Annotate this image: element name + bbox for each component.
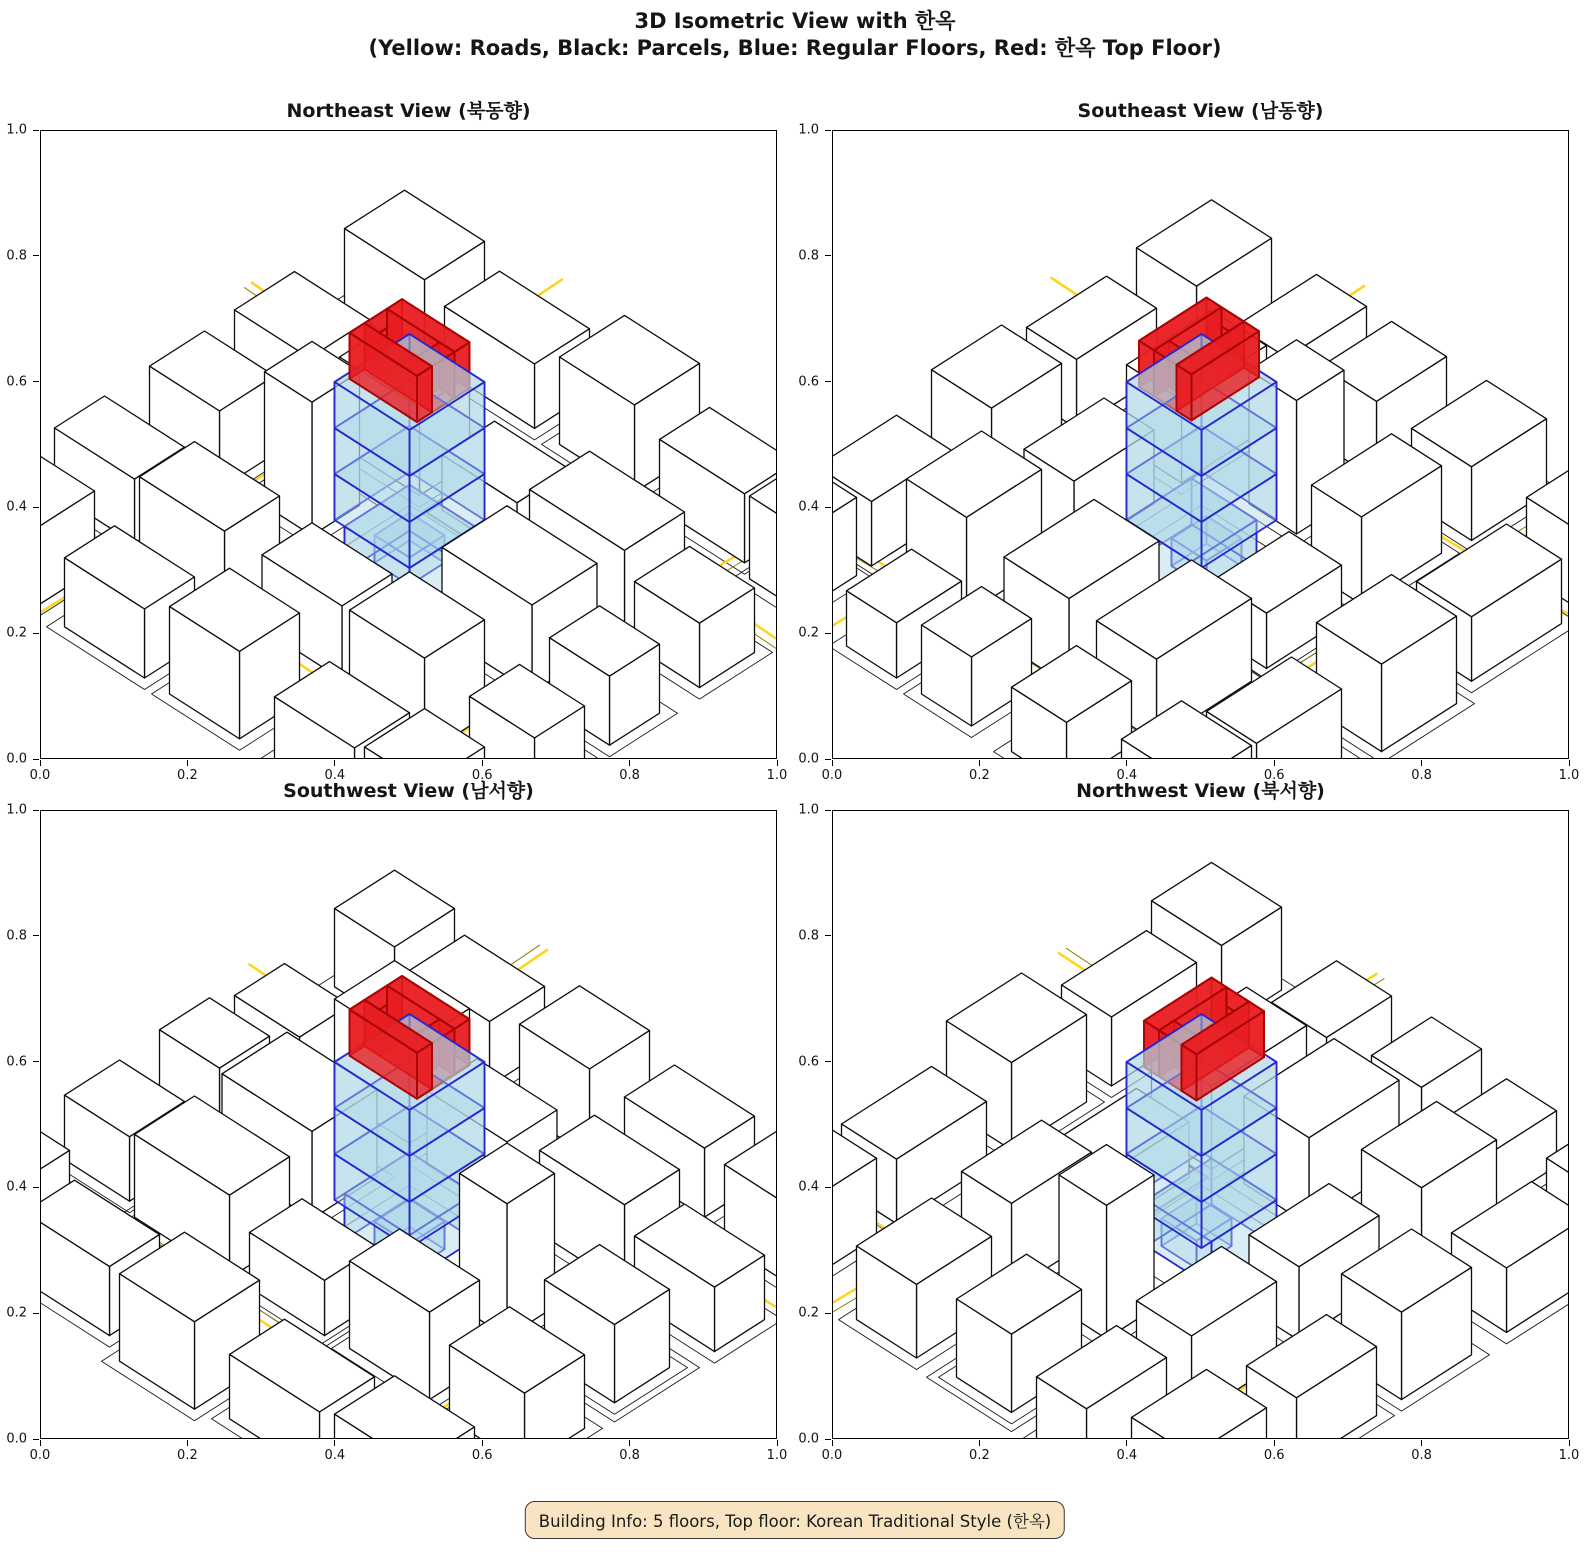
x-tick-label: 0.2	[177, 768, 198, 783]
x-tick-mark	[1569, 760, 1570, 766]
y-tick-label: 0.8	[6, 928, 27, 944]
y-tick-label: 0.2	[6, 1305, 27, 1321]
x-tick-mark	[629, 760, 630, 766]
x-tick-label: 0.2	[969, 1448, 990, 1463]
y-tick-label: 0.0	[6, 1431, 27, 1447]
subplot-northwest	[798, 780, 1580, 1463]
y-tick-mark	[825, 1439, 831, 1440]
x-tick-mark	[1421, 760, 1422, 766]
y-axis-northeast	[0, 122, 40, 767]
x-tick-label: 0.0	[29, 768, 51, 783]
plot-area-southwest	[40, 810, 777, 1439]
x-tick-mark	[482, 1440, 483, 1446]
y-tick-mark	[825, 935, 831, 936]
x-tick-mark	[979, 1440, 980, 1446]
figure-title-line1: 3D Isometric View with 한옥	[634, 9, 956, 33]
x-tick-label: 0.4	[1116, 768, 1138, 783]
y-tick-mark	[825, 1061, 831, 1062]
x-tick-mark	[1569, 1440, 1570, 1446]
y-tick-mark	[33, 1439, 39, 1440]
y-tick-mark	[33, 255, 39, 256]
scene-southwest	[41, 811, 777, 1439]
subplot-title-southeast: Southeast View (남동향)	[1077, 100, 1324, 122]
x-tick-label: 0.8	[1411, 1448, 1432, 1463]
y-tick-mark	[33, 1187, 39, 1188]
x-tick-label: 0.4	[324, 768, 346, 783]
y-tick-label: 0.6	[798, 374, 819, 390]
x-tick-mark	[40, 1440, 41, 1446]
x-tick-mark	[1274, 760, 1275, 766]
plot-area-northeast	[40, 130, 777, 759]
plot-area-southeast	[832, 130, 1569, 759]
y-tick-label: 0.0	[6, 751, 27, 767]
y-tick-label: 1.0	[798, 802, 819, 818]
y-tick-label: 0.4	[6, 1179, 27, 1195]
x-tick-mark	[482, 760, 483, 766]
x-tick-label: 0.8	[619, 1448, 640, 1463]
y-tick-mark	[825, 1313, 831, 1314]
y-tick-mark	[33, 1313, 39, 1314]
y-axis-southeast	[790, 122, 832, 767]
figure-title	[0, 8, 1590, 63]
y-tick-mark	[33, 507, 39, 508]
x-tick-mark	[40, 760, 41, 766]
x-tick-label: 0.8	[1411, 768, 1432, 783]
y-tick-mark	[825, 381, 831, 382]
y-tick-label: 0.2	[798, 1305, 819, 1321]
x-tick-mark	[1421, 1440, 1422, 1446]
x-tick-mark	[1274, 1440, 1275, 1446]
y-tick-mark	[825, 255, 831, 256]
y-tick-label: 0.4	[798, 499, 819, 515]
x-tick-mark	[777, 1440, 778, 1446]
x-tick-label: 0.2	[969, 768, 990, 783]
y-tick-label: 1.0	[6, 802, 27, 818]
y-tick-mark	[825, 633, 831, 634]
y-tick-label: 0.6	[798, 1054, 819, 1070]
scene-northwest	[833, 811, 1569, 1439]
x-tick-mark	[187, 760, 188, 766]
subplot-southwest	[6, 780, 788, 1463]
building-info-badge: Building Info: 5 floors, Top floor: Korean Traditional Style (한옥)	[525, 1501, 1065, 1539]
y-tick-mark	[825, 130, 831, 131]
y-tick-label: 0.6	[6, 374, 27, 390]
subplot-title-southwest: Southwest View (남서향)	[283, 780, 534, 802]
y-tick-label: 0.4	[6, 499, 27, 515]
y-tick-label: 0.6	[6, 1054, 27, 1070]
y-tick-label: 0.4	[798, 1179, 819, 1195]
plot-area-northwest	[832, 810, 1569, 1439]
x-tick-mark	[979, 760, 980, 766]
x-tick-label: 0.0	[821, 1448, 843, 1463]
y-axis-northwest	[790, 802, 832, 1447]
y-tick-mark	[825, 1187, 831, 1188]
y-tick-mark	[33, 633, 39, 634]
y-tick-mark	[33, 810, 39, 811]
x-tick-label: 0.4	[324, 1448, 346, 1463]
y-tick-mark	[33, 130, 39, 131]
x-tick-label: 0.6	[1263, 768, 1285, 783]
scene-northeast	[41, 131, 777, 759]
y-tick-mark	[825, 759, 831, 760]
y-tick-label: 0.0	[798, 1431, 819, 1447]
x-tick-mark	[1126, 760, 1127, 766]
y-tick-label: 0.8	[798, 928, 819, 944]
x-tick-mark	[1126, 1440, 1127, 1446]
x-tick-label: 0.4	[1116, 1448, 1138, 1463]
x-tick-label: 1.0	[766, 768, 788, 783]
y-tick-mark	[33, 759, 39, 760]
x-tick-label: 1.0	[766, 1448, 788, 1463]
y-tick-label: 1.0	[6, 122, 27, 138]
x-tick-mark	[832, 1440, 833, 1446]
x-tick-mark	[334, 760, 335, 766]
subplot-southeast	[798, 100, 1580, 783]
y-tick-label: 0.8	[798, 248, 819, 264]
subplot-northeast	[6, 100, 788, 783]
x-tick-label: 0.6	[471, 1448, 493, 1463]
figure-title-line2: (Yellow: Roads, Black: Parcels, Blue: Regular Floors, Red: 한옥 Top Floor)	[368, 36, 1222, 61]
y-tick-mark	[825, 810, 831, 811]
scene-southeast	[833, 131, 1569, 759]
x-tick-mark	[777, 760, 778, 766]
x-tick-mark	[334, 1440, 335, 1446]
y-tick-label: 0.2	[798, 625, 819, 641]
subplot-title-northwest: Northwest View (북서향)	[1076, 780, 1325, 802]
x-tick-mark	[187, 1440, 188, 1446]
x-tick-label: 0.8	[619, 768, 640, 783]
y-tick-mark	[33, 1061, 39, 1062]
y-tick-label: 0.8	[6, 248, 27, 264]
subplot-title-northeast: Northeast View (북동향)	[286, 100, 531, 122]
x-tick-label: 0.2	[177, 1448, 198, 1463]
x-axis-northwest	[821, 1439, 1580, 1471]
x-axis-southwest	[29, 1439, 788, 1471]
y-tick-label: 1.0	[798, 122, 819, 138]
x-tick-label: 0.6	[471, 768, 493, 783]
x-tick-label: 0.0	[821, 768, 843, 783]
y-tick-label: 0.0	[798, 751, 819, 767]
x-tick-label: 1.0	[1558, 1448, 1580, 1463]
y-axis-southwest	[0, 802, 40, 1447]
x-tick-label: 1.0	[1558, 768, 1580, 783]
y-tick-mark	[825, 507, 831, 508]
x-tick-label: 0.6	[1263, 1448, 1285, 1463]
x-tick-label: 0.0	[29, 1448, 51, 1463]
x-tick-mark	[629, 1440, 630, 1446]
y-tick-mark	[33, 381, 39, 382]
y-tick-label: 0.2	[6, 625, 27, 641]
y-tick-mark	[33, 935, 39, 936]
x-tick-mark	[832, 760, 833, 766]
